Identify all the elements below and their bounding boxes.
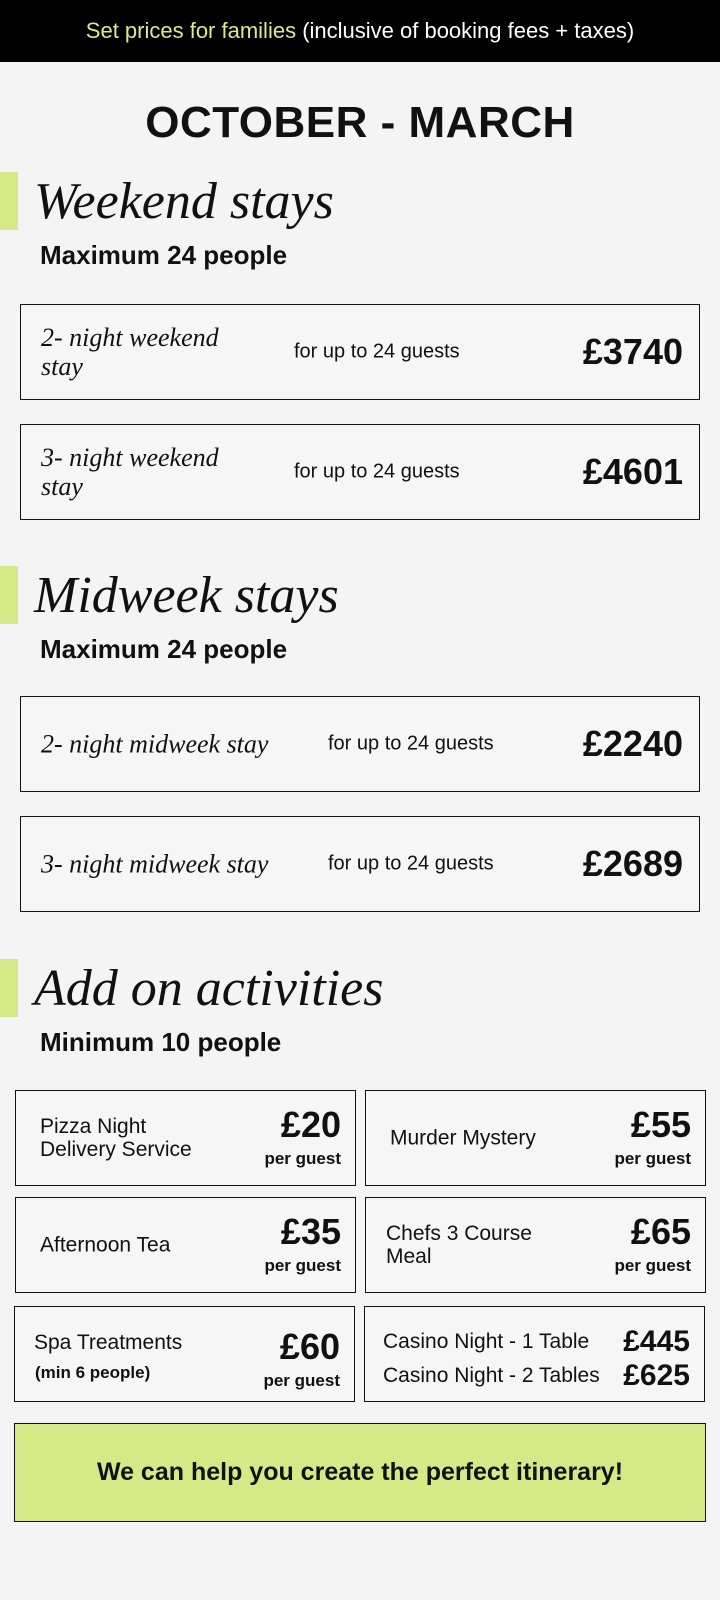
activity-name: Afternoon Tea [40, 1233, 171, 1257]
section-marker [0, 566, 18, 624]
activity-name: Spa Treatments [34, 1331, 183, 1354]
stay-guests: for up to 24 guests [294, 460, 460, 483]
activity-per-guest: per guest [614, 1256, 691, 1275]
activity-card-pizza [15, 1090, 356, 1186]
activity-name: Pizza Night Delivery Service [40, 1115, 192, 1161]
season-heading: OCTOBER - MARCH [145, 98, 575, 147]
pricing-banner [0, 0, 720, 62]
activity-name: Murder Mystery [390, 1126, 536, 1150]
midweek-title: Midweek stays [34, 567, 339, 624]
activity-price: £60 [279, 1326, 340, 1367]
addons-title: Add on activities [34, 960, 384, 1017]
banner-accent-text: Set prices for families [85, 18, 297, 43]
stay-name: 2- night midweek stay [41, 729, 269, 759]
activity-per-guest: per guest [614, 1149, 691, 1168]
activity-per-guest: per guest [263, 1371, 340, 1390]
stay-name: 3- night weekend stay [41, 443, 219, 501]
activity-price: £65 [630, 1211, 691, 1252]
activity-per-guest: per guest [264, 1149, 341, 1168]
activity-card-casino [364, 1306, 705, 1402]
activity-price: £20 [280, 1104, 341, 1145]
activity-note: (min 6 people) [35, 1363, 151, 1382]
casino-price: £625 [623, 1359, 690, 1392]
weekend-stay-card [20, 424, 700, 520]
stay-price: £4601 [582, 451, 683, 492]
weekend-subtitle: Maximum 24 people [40, 240, 288, 270]
section-marker [0, 959, 18, 1017]
activity-name: Chefs 3 Course Meal [386, 1222, 532, 1268]
banner-text: (inclusive of booking fees + taxes) [296, 18, 635, 43]
activity-price: £55 [630, 1104, 691, 1145]
stay-price: £2240 [582, 723, 683, 764]
stay-guests: for up to 24 guests [294, 340, 460, 363]
itinerary-cta-button[interactable]: We can help you create the perfect itinerary! [14, 1423, 706, 1522]
activity-per-guest: per guest [264, 1256, 341, 1275]
weekend-title: Weekend stays [34, 173, 334, 230]
stay-price: £3740 [582, 331, 683, 372]
casino-label: Casino Night - 1 Table [383, 1330, 590, 1353]
activity-card-murder-mystery [365, 1090, 706, 1186]
casino-label: Casino Night - 2 Tables [383, 1364, 600, 1387]
activity-card-chefs-meal [365, 1197, 706, 1293]
stay-name: 2- night weekend stay [41, 323, 219, 381]
casino-row [383, 1325, 690, 1359]
activity-card-spa [14, 1306, 355, 1402]
activity-card-afternoon-tea [15, 1197, 356, 1293]
stay-guests: for up to 24 guests [328, 732, 494, 755]
addons-subtitle: Minimum 10 people [40, 1027, 282, 1057]
stay-price: £2689 [582, 843, 683, 884]
midweek-subtitle: Maximum 24 people [40, 634, 288, 664]
midweek-stay-card [20, 696, 700, 792]
stay-guests: for up to 24 guests [328, 852, 494, 875]
midweek-stay-card [20, 816, 700, 912]
weekend-stay-card [20, 304, 700, 400]
casino-price: £445 [623, 1325, 690, 1358]
activity-price: £35 [280, 1211, 341, 1252]
casino-row [383, 1359, 690, 1393]
section-marker [0, 172, 18, 230]
stay-name: 3- night midweek stay [41, 849, 269, 879]
